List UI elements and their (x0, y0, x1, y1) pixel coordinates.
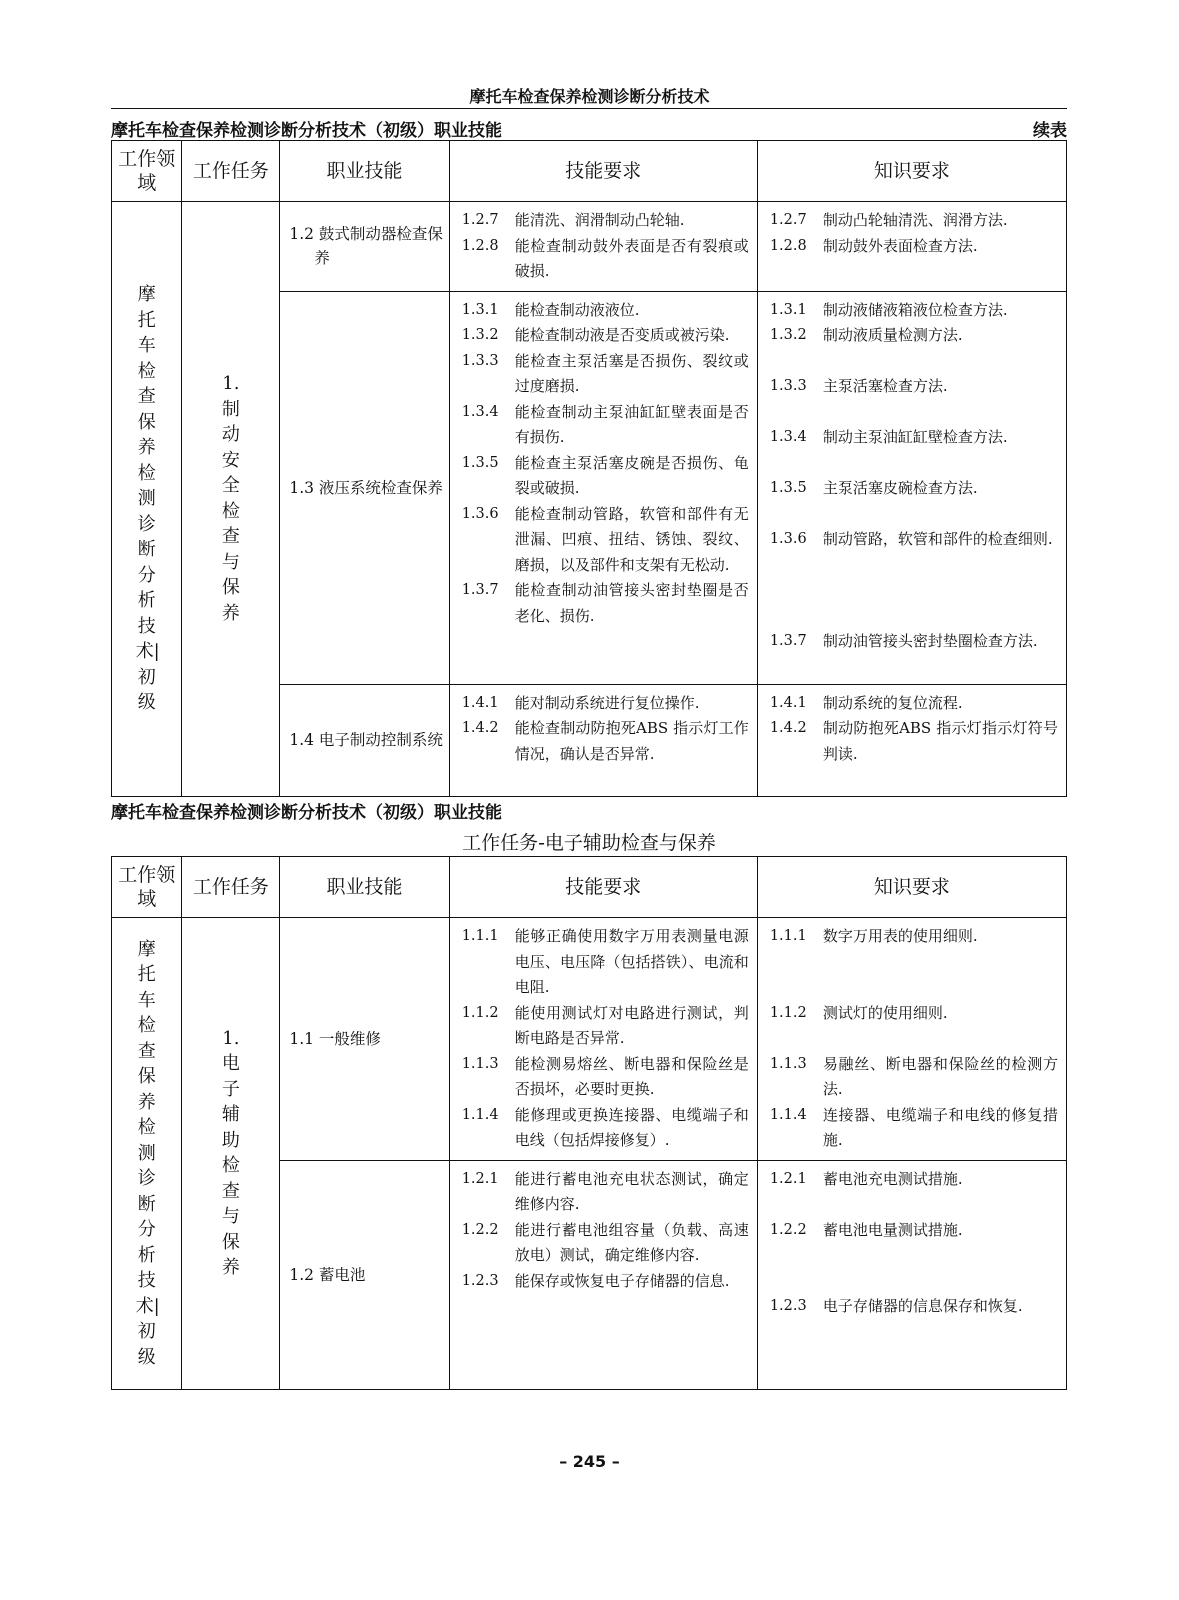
header-skill-req: 技能要求 (449, 857, 757, 918)
req-number: 1.2.8 (769, 237, 807, 254)
table1-caption-row (111, 116, 1067, 141)
req-number: 1.3.5 (461, 454, 499, 471)
skill-req-cell (449, 202, 757, 292)
req-number: 1.4.2 (769, 720, 807, 736)
req-text: 能检查制动主泵油缸缸壁表面是否有损伤. (514, 402, 749, 446)
header-domain: 工作领域 (112, 857, 182, 918)
domain-text: 摩托车检查保养检测诊断分析技术|初级 (135, 284, 160, 713)
req-number: 1.4.2 (461, 720, 499, 736)
req-text: 测试灯的使用细则. (822, 1003, 948, 1022)
page-number: – 245 – (559, 1452, 620, 1471)
req-number: 1.3.2 (461, 327, 499, 343)
skill-req-item (462, 451, 749, 502)
skill-req-item (462, 1052, 749, 1103)
req-number: 1.2.1 (769, 1170, 807, 1187)
knowledge-req-item (770, 374, 1058, 425)
req-text: 能保存或恢复电子存储器的信息. (514, 1271, 730, 1290)
knowledge-req-item (770, 425, 1058, 476)
req-text: 能检查制动防抱死ABS 指示灯工作情况，确认是否异常. (514, 719, 749, 763)
skill-req-item (462, 924, 749, 1001)
task-cell (182, 918, 280, 1390)
skill-req-item (462, 1269, 749, 1295)
req-text: 能修理或更换连接器、电缆端子和电线（包括焊接修复）. (514, 1105, 749, 1149)
req-number: 1.3.1 (769, 301, 807, 318)
knowledge-req-item (770, 298, 1058, 324)
table-row (112, 202, 1067, 292)
skill-req-item (462, 349, 749, 400)
req-number: 1.4.1 (461, 694, 499, 711)
req-text: 能检查主泵活塞皮碗是否损伤、龟裂或破损. (514, 453, 749, 497)
knowledge-req-item (770, 476, 1058, 527)
skill-req-cell (449, 1160, 757, 1389)
skill-req-item (462, 208, 749, 234)
knowledge-req-item (770, 527, 1058, 629)
req-text: 制动管路，软管和部件的检查细则. (822, 530, 1053, 548)
skill-label: 1.1 一般维修 (289, 1029, 381, 1048)
req-number: 1.3.7 (769, 633, 807, 649)
skill-req-item (462, 691, 749, 717)
header-skill-req: 技能要求 (449, 141, 757, 202)
knowledge-req-item (770, 1001, 1058, 1052)
domain-cell (112, 202, 182, 797)
knowledge-req-cell (757, 684, 1066, 796)
skill-req-item (462, 1001, 749, 1052)
knowledge-req-cell (757, 918, 1066, 1161)
req-text: 能进行蓄电池充电状态测试，确定维修内容. (514, 1169, 749, 1213)
req-text: 能够正确使用数字万用表测量电源电压、电压降（包括搭铁）、电流和电阻. (514, 927, 749, 996)
req-text: 制动系统的复位流程. (822, 693, 963, 712)
req-text: 制动油管接头密封垫圈检查方法. (822, 632, 1038, 650)
req-text: 数字万用表的使用细则. (822, 927, 978, 945)
task-cell (182, 202, 280, 797)
skill-cell (280, 918, 449, 1161)
skill-label: 1.3 液压系统检查保养 (289, 478, 443, 497)
req-text: 电子存储器的信息保存和恢复. (822, 1297, 1023, 1315)
knowledge-req-cell (757, 291, 1066, 684)
running-header: 摩托车检查保养检测诊断分析技术 (469, 87, 710, 106)
skill-label: 1.4 电子制动控制系统 (289, 731, 443, 749)
skill-cell (280, 291, 449, 684)
req-number: 1.3.3 (769, 378, 807, 394)
knowledge-req-item (770, 924, 1058, 1001)
req-number: 1.1.1 (769, 928, 807, 944)
knowledge-req-item (770, 208, 1058, 234)
header-domain: 工作领域 (112, 141, 182, 202)
knowledge-req-item (770, 323, 1058, 374)
skills-table-1 (111, 140, 1067, 797)
skill-req-cell (449, 291, 757, 684)
req-text: 主泵活塞皮碗检查方法. (822, 479, 978, 497)
req-number: 1.2.2 (769, 1221, 807, 1238)
req-text: 主泵活塞检查方法. (822, 377, 948, 395)
req-text: 制动液质量检测方法. (822, 326, 963, 344)
header-knowledge-req: 知识要求 (757, 141, 1066, 202)
req-number: 1.3.7 (461, 582, 499, 598)
skill-cell (280, 1160, 449, 1389)
req-text: 能检查主泵活塞是否损伤、裂纹或过度磨损. (514, 351, 749, 395)
domain-cell (112, 918, 182, 1390)
knowledge-req-item (770, 1218, 1058, 1295)
skill-req-item (462, 323, 749, 349)
skill-req-cell (449, 918, 757, 1161)
knowledge-req-item (770, 691, 1058, 717)
skill-req-item (462, 1103, 749, 1154)
knowledge-req-item (770, 1103, 1058, 1154)
req-text: 蓄电池电量测试措施. (822, 1220, 963, 1239)
req-number: 1.2.7 (461, 212, 499, 228)
req-number: 1.3.4 (461, 403, 499, 420)
req-number: 1.1.4 (461, 1106, 499, 1123)
skill-cell (280, 684, 449, 796)
skill-req-item (462, 716, 749, 767)
req-number: 1.2.3 (769, 1298, 807, 1314)
req-text: 能检查制动鼓外表面是否有裂痕或破损. (514, 236, 749, 280)
req-text: 制动鼓外表面检查方法. (822, 236, 978, 255)
header-task: 工作任务 (182, 141, 280, 202)
req-text: 连接器、电缆端子和电线的修复措施. (822, 1105, 1058, 1149)
req-number: 1.3.4 (769, 429, 807, 445)
req-text: 能检查制动液液位. (514, 300, 640, 319)
skill-req-item (462, 400, 749, 451)
req-number: 1.1.2 (769, 1004, 807, 1021)
continued-label: 续表 (1033, 121, 1067, 141)
req-number: 1.2.7 (769, 212, 807, 228)
req-number: 1.1.2 (461, 1004, 499, 1021)
req-text: 制动防抱死ABS 指示灯指示灯符号判读. (822, 719, 1058, 763)
req-text: 能对制动系统进行复位操作. (514, 693, 700, 712)
header-knowledge-req: 知识要求 (757, 857, 1066, 918)
header-skill: 职业技能 (280, 857, 449, 918)
req-number: 1.2.2 (461, 1221, 499, 1238)
req-number: 1.3.6 (769, 531, 807, 547)
skill-label: 1.2 鼓式制动器检查保养 (289, 225, 443, 268)
skill-req-item (462, 298, 749, 324)
skill-req-item (462, 1167, 749, 1218)
req-text: 能检查制动油管接头密封垫圈是否老化、损伤. (514, 581, 749, 625)
req-number: 1.3.3 (461, 352, 499, 369)
knowledge-req-item (770, 629, 1058, 655)
table2-subcaption: 工作任务-电子辅助检查与保养 (462, 832, 716, 854)
req-text: 能使用测试灯对电路进行测试，判断电路是否异常. (514, 1003, 749, 1047)
skill-req-item (462, 578, 749, 629)
skill-req-item (462, 1218, 749, 1269)
req-number: 1.2.1 (461, 1170, 499, 1187)
req-text: 能检查制动管路，软管和部件有无泄漏、凹痕、扭结、锈蚀、裂纹、磨损，以及部件和支架有无松动. (514, 504, 749, 574)
skill-req-item (462, 234, 749, 285)
knowledge-req-item (770, 716, 1058, 767)
knowledge-req-item (770, 1294, 1058, 1320)
table2-caption: 摩托车检查保养检测诊断分析技术（初级）职业技能 (111, 803, 502, 823)
task-text: 1.电子辅助检查与保养 (221, 1027, 240, 1279)
table2-caption-row (111, 798, 1067, 823)
req-text: 能清洗、润滑制动凸轮轴. (514, 211, 685, 229)
header-rule (111, 108, 1067, 109)
task-text: 1.制动安全检查与保养 (221, 373, 240, 624)
header-task: 工作任务 (182, 857, 280, 918)
req-number: 1.3.1 (461, 301, 499, 318)
knowledge-req-item (770, 1167, 1058, 1218)
domain-text: 摩托车检查保养检测诊断分析技术|初级 (135, 938, 160, 1368)
req-number: 1.4.1 (769, 694, 807, 711)
skill-req-item (462, 502, 749, 579)
knowledge-req-cell (757, 1160, 1066, 1389)
knowledge-req-item (770, 1052, 1058, 1103)
skill-label: 1.2 蓄电池 (289, 1265, 366, 1284)
req-number: 1.3.6 (461, 505, 499, 522)
req-number: 1.3.5 (769, 480, 807, 496)
req-text: 制动主泵油缸缸壁检查方法. (822, 428, 1008, 446)
header-row (112, 857, 1067, 918)
knowledge-req-cell (757, 202, 1066, 292)
knowledge-req-item (770, 234, 1058, 260)
table1-caption: 摩托车检查保养检测诊断分析技术（初级）职业技能 (111, 121, 502, 141)
req-text: 蓄电池充电测试措施. (822, 1169, 963, 1188)
header-row (112, 141, 1067, 202)
req-number: 1.2.8 (461, 237, 499, 254)
req-number: 1.1.3 (769, 1055, 807, 1072)
req-number: 1.1.4 (769, 1106, 807, 1123)
req-text: 制动凸轮轴清洗、润滑方法. (822, 211, 1008, 229)
table-row (112, 918, 1067, 1161)
req-number: 1.1.1 (461, 928, 499, 944)
req-text: 能检查制动液是否变质或被污染. (514, 326, 730, 344)
req-text: 能进行蓄电池组容量（负载、高速放电）测试，确定维修内容. (514, 1220, 749, 1264)
header-skill: 职业技能 (280, 141, 449, 202)
req-number: 1.2.3 (461, 1272, 499, 1289)
req-text: 易融丝、断电器和保险丝的检测方法. (822, 1054, 1058, 1098)
req-number: 1.3.2 (769, 327, 807, 343)
req-number: 1.1.3 (461, 1055, 499, 1072)
req-text: 制动液储液箱液位检查方法. (822, 300, 1008, 319)
skill-cell (280, 202, 449, 292)
skills-table-2 (111, 856, 1067, 1390)
skill-req-cell (449, 684, 757, 796)
req-text: 能检测易熔丝、断电器和保险丝是否损坏，必要时更换. (514, 1054, 749, 1098)
